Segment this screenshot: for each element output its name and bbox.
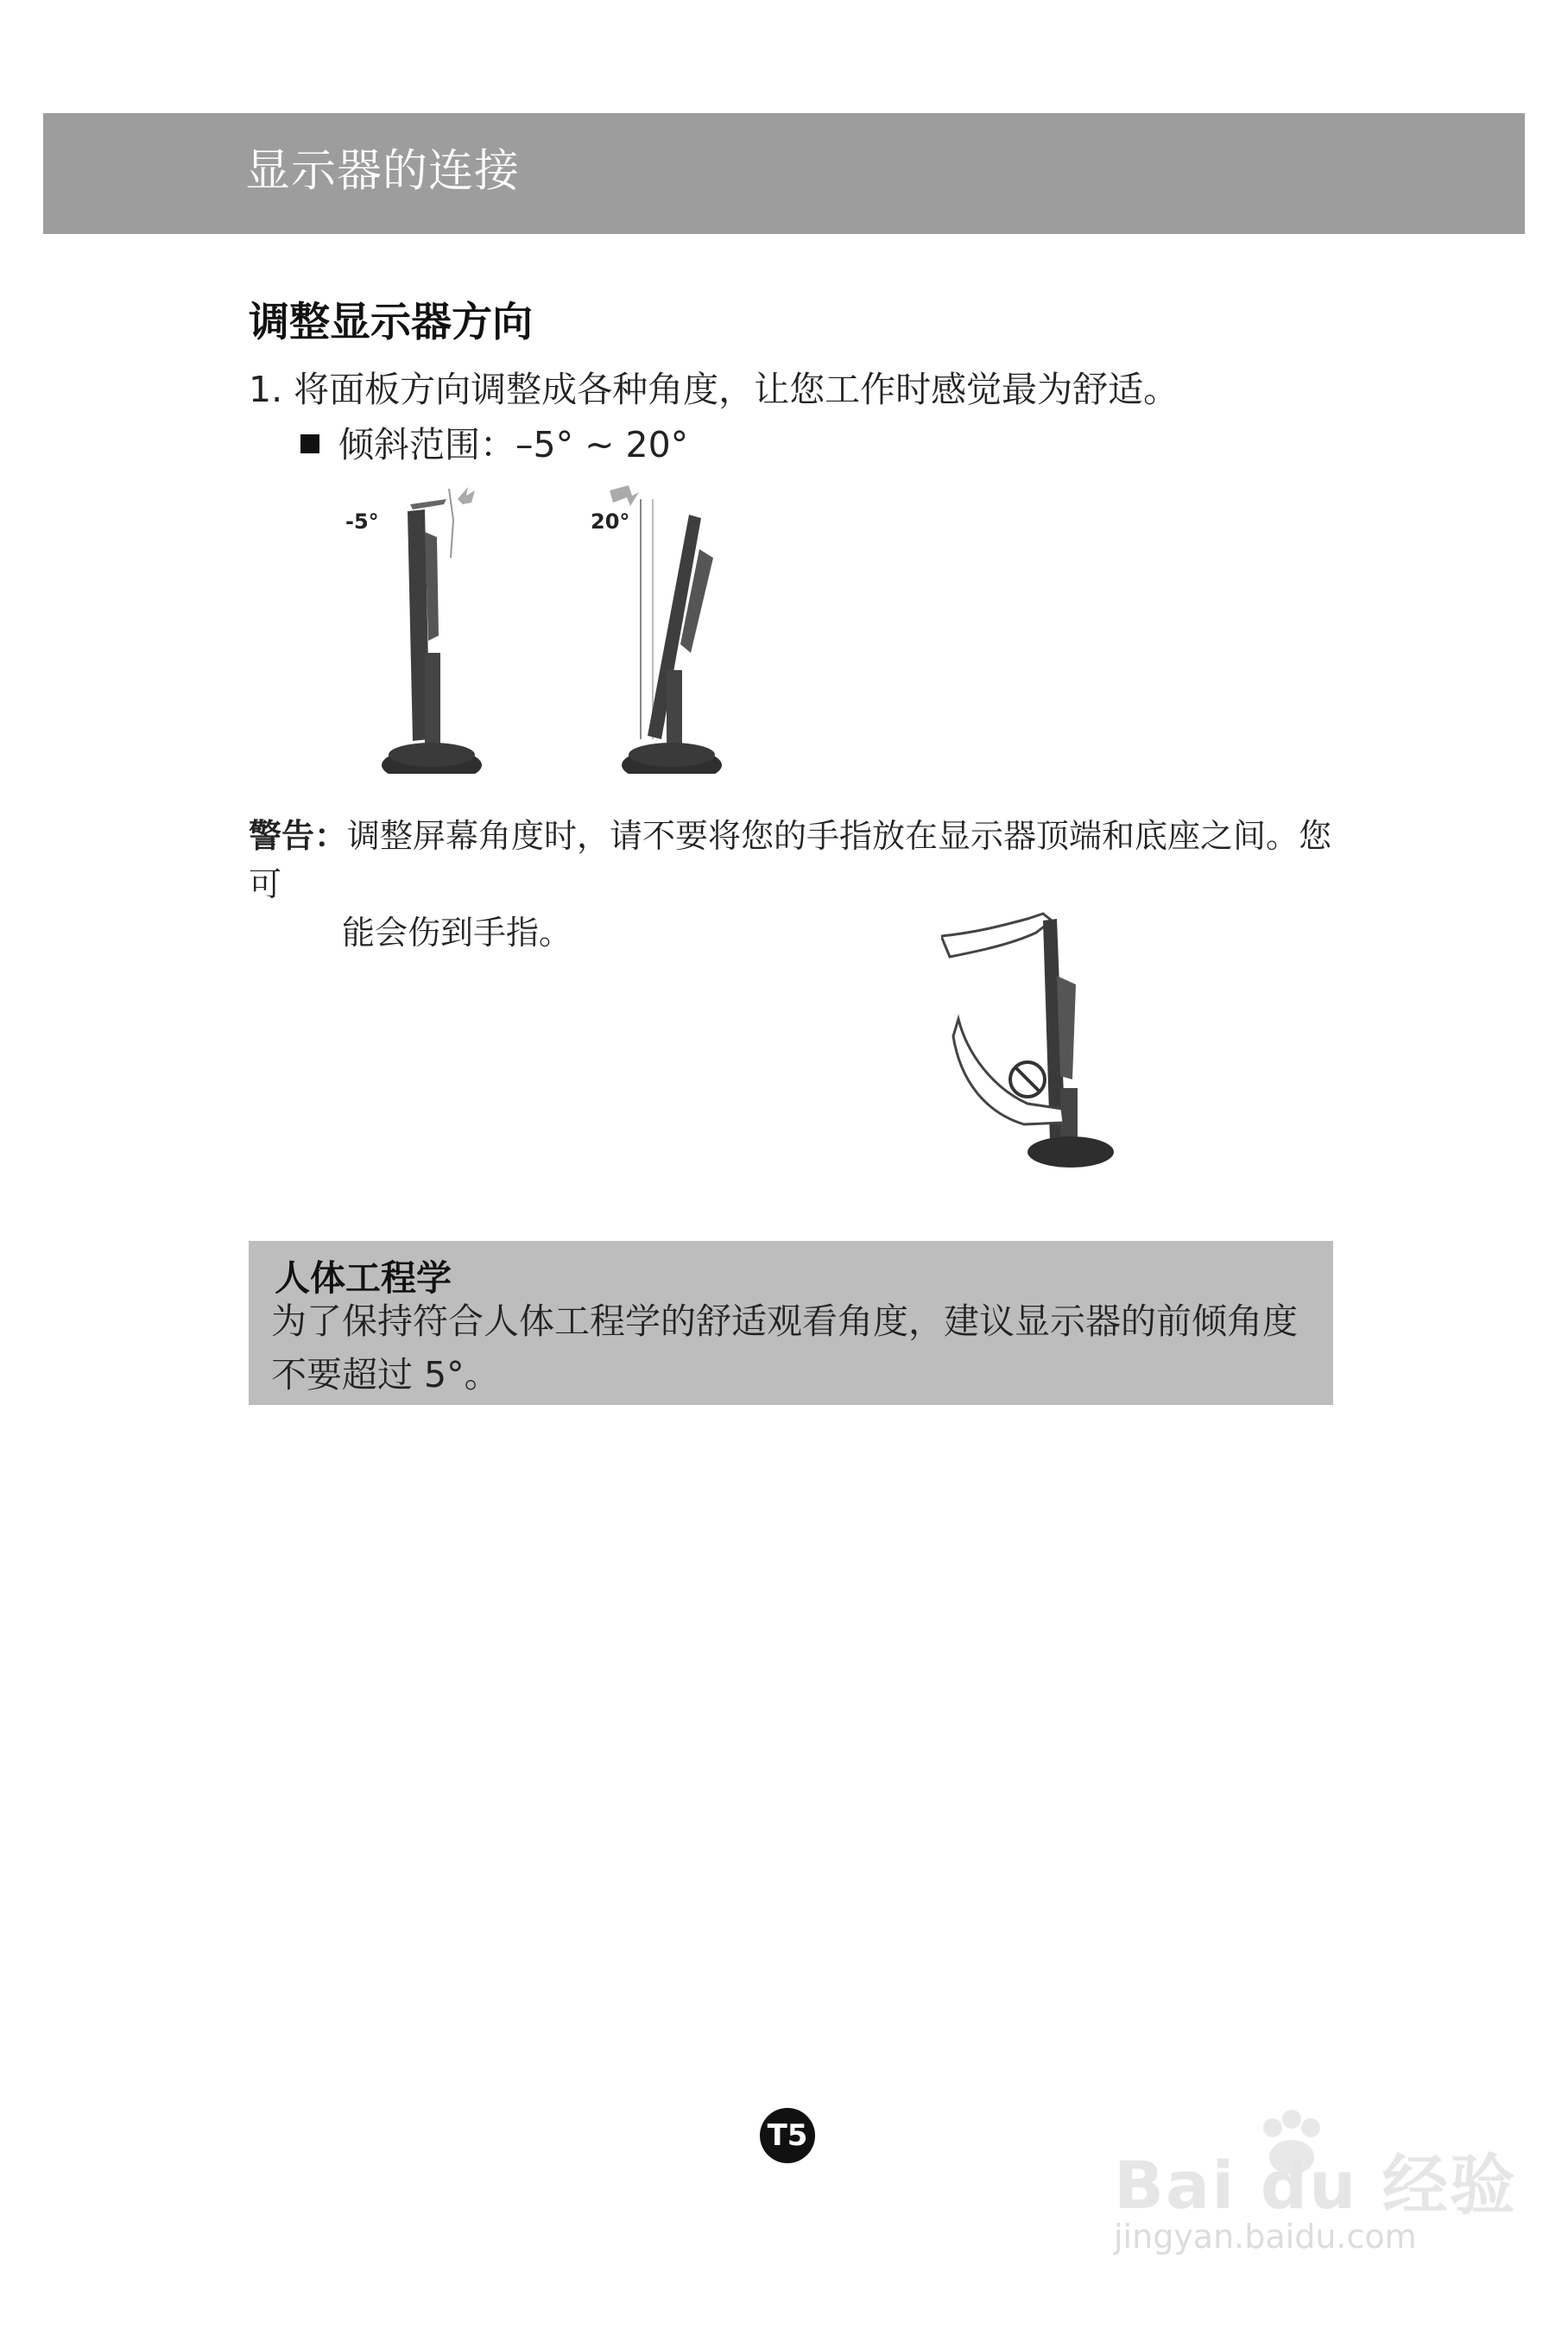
tilt-range-bullet (300, 416, 688, 467)
page-number-badge: T5 (760, 2108, 815, 2163)
watermark-brand: Bai du 经验 (1114, 2147, 1517, 2224)
step-1-text: 1. 将面板方向调整成各种角度，让您工作时感觉最为舒适。 (249, 369, 1179, 410)
tilt-range-text: 倾斜范围：–5° ~ 20° (338, 424, 689, 465)
ergonomics-text: 为了保持符合人体工程学的舒适观看角度，建议显示器的前倾角度不要超过 5°。 (271, 1301, 1298, 1396)
arrow-icon (610, 485, 639, 506)
warning-text-line2: 能会伤到手指。 (342, 914, 572, 952)
bullet-square-icon (300, 434, 319, 453)
tilt-angle-illustration (328, 480, 760, 774)
header-bar (43, 113, 1525, 234)
warning-paragraph (249, 812, 1354, 957)
arrow-icon (458, 487, 475, 504)
ergonomics-title: 人体工程学 (275, 1257, 452, 1299)
monitor-minus5-figure (345, 487, 482, 774)
label-minus5: -5° (345, 509, 379, 534)
warning-label: 警告： (249, 817, 348, 855)
watermark-url: jingyan.baidu.com (1114, 2218, 1417, 2256)
section-title: 调整显示器方向 (249, 299, 533, 346)
ergonomics-note-box (249, 1241, 1333, 1405)
monitor-20-figure (591, 485, 722, 774)
label-20: 20° (591, 509, 630, 534)
warning-text-line1: 调整屏幕角度时，请不要将您的手指放在显示器顶端和底座之间。您可 (249, 817, 1332, 903)
finger-warning-illustration (941, 907, 1148, 1174)
page-header-title: 显示器的连接 (245, 145, 521, 198)
